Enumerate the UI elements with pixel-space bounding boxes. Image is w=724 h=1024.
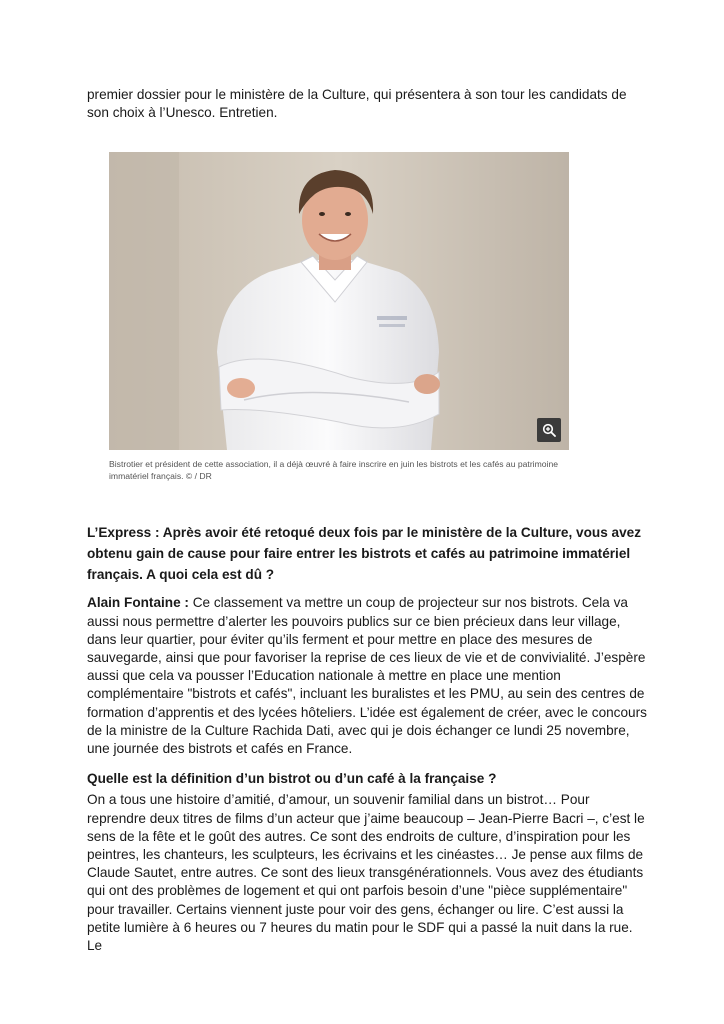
answer-1-text: Ce classement va mettre un coup de projecteur sur nos bistrots. Cela va aussi nous permettre d’alerter les pouvoirs publics sur ce bien précieux dans leur village, dans leur quartier, pour éviter qu’ils ferment et pour mettre en place des mesures de sauvegarde, ainsi que pour favoriser la reprise de ces lieux de vie et de convivialité. J’espère aussi que cela va pousser l’Education nationale à mettre en place une mention complémentaire "bistrots et cafés", incluant les buralistes et les PMU, au sein des centres de formation d’apprentis et des lycées hôteliers. L’idée est également de créer, avec le concours de la ministre de la Culture Rachida Dati, avec qui je dois échanger ce lundi 25 novembre, une journée des bistrots et cafés en France. <box>87 595 647 757</box>
question-1: L’Express : Après avoir été retoqué deux fois par le ministère de la Culture, vous avez obtenu gain de cause pour faire entrer les bistrots et cafés au patrimoine immatériel français. A quoi cela est dû ? <box>87 525 642 583</box>
portrait-illustration <box>109 152 569 450</box>
answer-2: On a tous une histoire d’amitié, d’amour, un souvenir familial dans un bistrot… Pour reprendre deux titres de films d’un acteur que j’aime beaucoup – Jean-Pierre Bacri –, c’est le sens de la fête et le goût des autres. Ce sont des endroits de culture, d’inspiration pour les peintres, les chanteurs, les sculpteurs, les écrivains et les cinéastes… Je pense aux films de Claude Sautet, entre autres. Ce sont des lieux transgénérationnels. Vous avez des étudiants qui ont des problèmes de logement et qui ont parfois besoin d’une "pièce supplémentaire" pour travailler. Certains viennent juste pour voir des gens, échanger ou lire. C’est aussi la petite lumière à 6 heures ou 7 heures du matin pour le SDF qui a passé la nuit dans la rue. Le <box>87 792 645 954</box>
zoom-in-icon <box>542 423 556 437</box>
intro-paragraph: premier dossier pour le ministère de la Culture, qui présentera à son tour les candidats de son choix à l’Unesco. Entretien. <box>87 87 627 121</box>
speaker-name: Alain Fontaine : <box>87 595 189 611</box>
zoom-in-button[interactable] <box>537 418 561 442</box>
photo-caption: Bistrotier et président de cette association, il a déjà œuvré à faire inscrire en juin les bistrots et les cafés au patrimoine immatériel français. © / DR <box>109 459 558 481</box>
portrait-photo <box>109 152 569 450</box>
article-figure <box>109 152 569 482</box>
article-page <box>87 86 647 955</box>
answer-1 <box>87 594 647 758</box>
question-2: Quelle est la définition d’un bistrot ou d’un café à la française ? <box>87 771 497 787</box>
